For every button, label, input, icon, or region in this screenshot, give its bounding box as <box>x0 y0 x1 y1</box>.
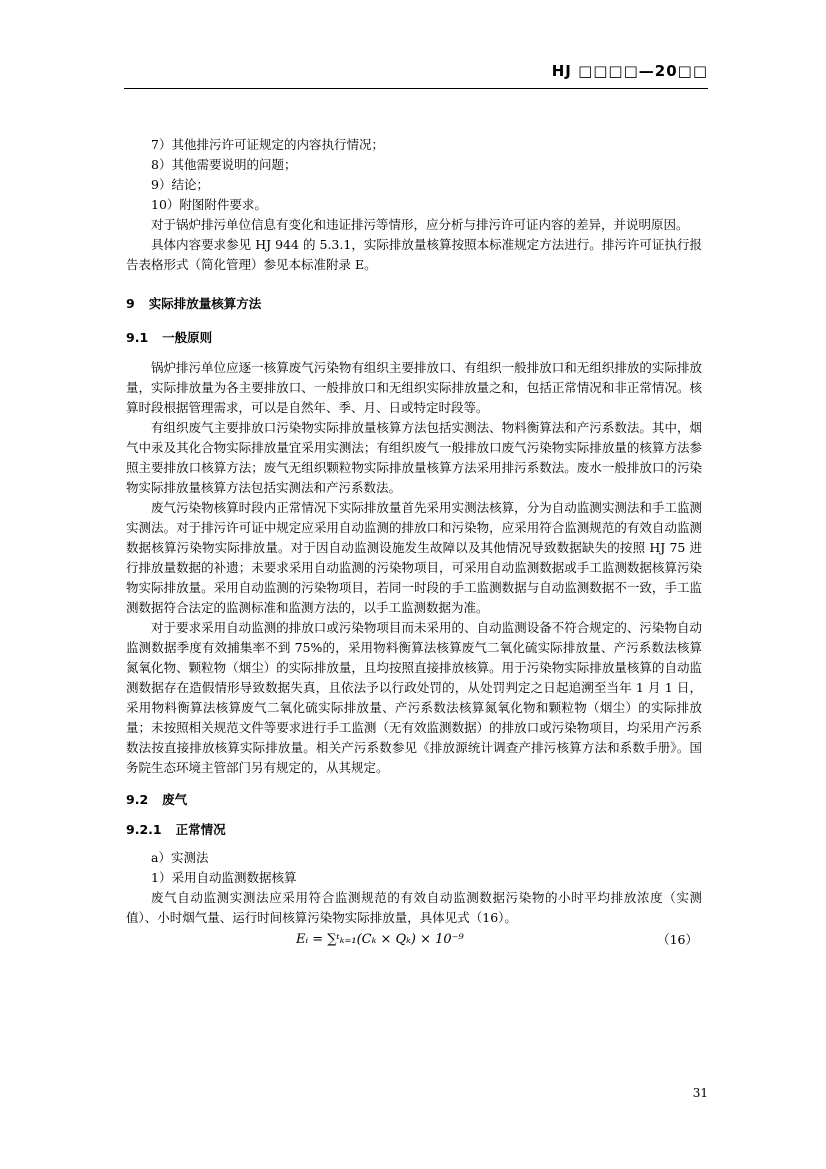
section-heading-9-2-1 <box>126 820 702 840</box>
formula-number: （16） <box>657 932 698 947</box>
page-content <box>126 135 702 952</box>
section-heading-9-1 <box>126 328 702 348</box>
document-code-header: HJ □□□□—20□□ <box>551 62 708 80</box>
formula-16 <box>126 930 702 952</box>
paragraph: 具体内容要求参见 HJ 944 的 5.3.1，实际排放量核算按照本标准规定方法进行。排污许可证执行报告表格形式（简化管理）参见本标准附录 E。 <box>126 237 702 272</box>
section-heading-9 <box>126 294 702 314</box>
section-title: 废气 <box>162 792 188 807</box>
section-title: 一般原则 <box>162 330 213 345</box>
method-label: a）实测法 <box>151 850 209 865</box>
paragraph: 有组织废气主要排放口污染物实际排放量核算方法包括实测法、物料衡算法和产污系数法。其中，烟气中汞及其化合物实际排放量宜采用实测法；有组织废气一般排放口废气污染物实际排放量的核算方法参照主要排放口核算方法；废气无组织颗粒物实际排放量核算方法采用排污系数法。废水一般排放口的污染物实际排放量核算方法包括实测法和产污系数法。 <box>126 420 702 495</box>
section-number: 9.1 <box>126 330 149 345</box>
header-rule <box>124 88 708 89</box>
method-sublabel: 1）采用自动监测数据核算 <box>151 870 297 885</box>
list-item: 8）其他需要说明的问题； <box>151 157 297 172</box>
section-title: 正常情况 <box>175 822 226 837</box>
list-item: 10）附图附件要求。 <box>151 197 267 212</box>
list-item: 9）结论； <box>151 177 209 192</box>
paragraph: 对于锅炉排污单位信息有变化和违证排污等情形，应分析与排污许可证内容的差异，并说明原因。 <box>151 217 689 232</box>
paragraph: 废气自动监测实测法应采用符合监测规范的有效自动监测数据污染物的小时平均排放浓度（实测值）、小时烟气量、运行时间核算污染物实际排放量，具体见式（16）。 <box>126 890 702 925</box>
section-number: 9.2 <box>126 792 149 807</box>
section-number: 9.2.1 <box>126 822 162 837</box>
page-number: 31 <box>692 1086 708 1100</box>
paragraph: 锅炉排污单位应逐一核算废气污染物有组织主要排放口、有组织一般排放口和无组织排放的实际排放量，实际排放量为各主要排放口、一般排放口和无组织实际排放量之和，包括正常情况和非正常情况。核算时段根据管理需求，可以是自然年、季、月、日或特定时段等。 <box>126 360 702 415</box>
section-number: 9 <box>126 296 135 311</box>
formula-expression: Eᵢ = ∑ᵗₖ₌₁(Cₖ × Qₖ) × 10⁻⁹ <box>296 932 464 947</box>
section-heading-9-2 <box>126 790 702 810</box>
section-title: 实际排放量核算方法 <box>148 296 262 311</box>
paragraph: 对于要求采用自动监测的排放口或污染物项目而未采用的、自动监测设备不符合规定的、污染物自动监测数据季度有效捕集率不到 75%的，采用物料衡算法核算废气二氧化硫实际排放量、产污系数法核算氮氧化物、颗粒物（烟尘）的实际排放量，且均按照直接排放核算。用于污染物实际排放量核算的自动监测数据存在造假情形导致数据失真，且依法予以行政处罚的，从处罚判定之日起追溯至当年 1 月 1 日，采用物料衡算法核算废气二氧化硫实际排放量、产污系数法核算氮氧化物和颗粒物（烟尘）的实际排放量；未按照相关规范文件等要求进行手工监测（无有效监测数据）的排放口或污染物项目，均采用产污系数法按直接排放核算实际排放量。相关产污系数参见《排放源统计调查产排污核算方法和系数手册》。国务院生态环境主管部门另有规定的，从其规定。 <box>126 620 702 775</box>
paragraph: 废气污染物核算时段内正常情况下实际排放量首先采用实测法核算，分为自动监测实测法和手工监测实测法。对于排污许可证中规定应采用自动监测的排放口和污染物，应采用符合监测规范的有效自动监测数据核算污染物实际排放量。对于因自动监测设施发生故障以及其他情况导致数据缺失的按照 HJ 75 进行排放量数据的补遗；未要求采用自动监测的污染物项目，可采用自动监测数据或手工监测数据核算污染物实际排放量。采用自动监测的污染物项目，若同一时段的手工监测数据与自动监测数据不一致，手工监测数据符合法定的监测标准和监测方法的，以手工监测数据为准。 <box>126 500 702 615</box>
list-item: 7）其他排污许可证规定的内容执行情况； <box>151 137 384 152</box>
